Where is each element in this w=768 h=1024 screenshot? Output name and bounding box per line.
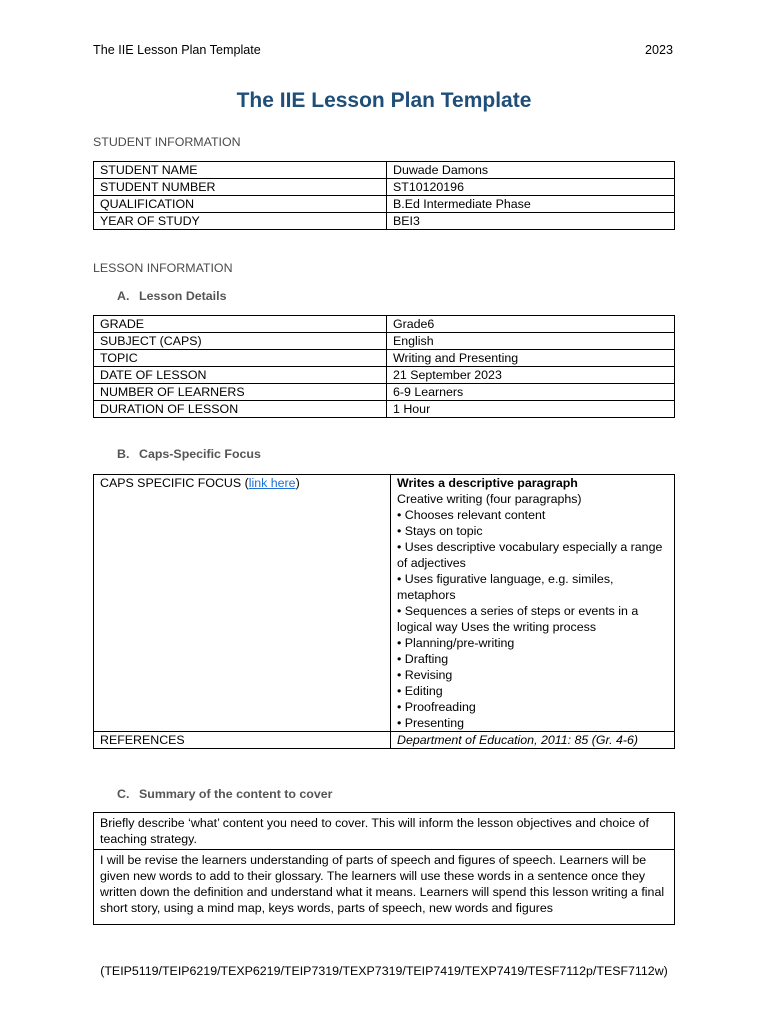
student-info-table bbox=[93, 161, 675, 230]
focus-line: • Presenting bbox=[397, 716, 465, 730]
caps-focus-content bbox=[391, 475, 675, 732]
duration-label: DURATION OF LESSON bbox=[94, 401, 387, 418]
student-info-heading: STUDENT INFORMATION bbox=[93, 135, 241, 149]
qualification-value: B.Ed Intermediate Phase bbox=[387, 196, 675, 213]
header-left-text: The IIE Lesson Plan Template bbox=[93, 43, 261, 57]
summary-body: I will be revise the learners understanding of parts of speech and figures of speech. Learners will be given new words to add to their glossary. The learners will use these words in a sentence once they written down the definition and understand what it means. Learners will spend this lesson writing a final short story, using a mind map, keys words, parts of speech, new words and figures bbox=[100, 853, 665, 915]
student-number-value: ST10120196 bbox=[387, 179, 675, 196]
topic-label: TOPIC bbox=[94, 350, 387, 367]
lesson-details-number: A. bbox=[117, 289, 130, 303]
lesson-info-heading: LESSON INFORMATION bbox=[93, 261, 233, 275]
grade-label: GRADE bbox=[94, 316, 387, 333]
lesson-details-table bbox=[93, 315, 675, 418]
caps-focus-cell bbox=[94, 475, 391, 732]
caps-focus-prefix: CAPS SPECIFIC FOCUS ( bbox=[100, 476, 249, 490]
table-row bbox=[94, 213, 675, 230]
summary-table bbox=[93, 812, 675, 925]
caps-link[interactable]: link here bbox=[248, 476, 296, 490]
caps-focus-table bbox=[93, 474, 675, 749]
table-row bbox=[94, 196, 675, 213]
summary-subheading bbox=[117, 787, 332, 801]
subject-label: SUBJECT (CAPS) bbox=[94, 333, 387, 350]
focus-line: • Uses descriptive vocabulary especially a range of adjectives bbox=[397, 540, 663, 570]
focus-title: Writes a descriptive paragraph bbox=[397, 476, 578, 490]
table-row bbox=[94, 401, 675, 418]
qualification-label: QUALIFICATION bbox=[94, 196, 387, 213]
table-row bbox=[94, 813, 675, 850]
learners-label: NUMBER OF LEARNERS bbox=[94, 384, 387, 401]
duration-value: 1 Hour bbox=[387, 401, 675, 418]
lesson-details-label: Lesson Details bbox=[139, 289, 227, 303]
year-of-study-label: YEAR OF STUDY bbox=[94, 213, 387, 230]
lesson-details-subheading bbox=[117, 289, 226, 303]
student-name-value: Duwade Damons bbox=[387, 162, 675, 179]
topic-value: Writing and Presenting bbox=[387, 350, 675, 367]
focus-line: • Uses figurative language, e.g. similes, metaphors bbox=[397, 572, 614, 602]
date-value: 21 September 2023 bbox=[387, 367, 675, 384]
student-number-label: STUDENT NUMBER bbox=[94, 179, 387, 196]
references-value bbox=[391, 732, 675, 749]
summary-prompt: Briefly describe ‘what’ content you need to cover. This will inform the lesson objectives and choice of teaching strategy. bbox=[94, 813, 675, 850]
table-row bbox=[94, 179, 675, 196]
focus-line: • Drafting bbox=[397, 652, 449, 666]
summary-label: Summary of the content to cover bbox=[139, 787, 333, 801]
caps-focus-label: Caps-Specific Focus bbox=[139, 447, 261, 461]
focus-line: • Stays on topic bbox=[397, 524, 483, 538]
student-name-label: STUDENT NAME bbox=[94, 162, 387, 179]
table-row bbox=[94, 333, 675, 350]
references-label: REFERENCES bbox=[94, 732, 391, 749]
table-row bbox=[94, 732, 675, 749]
focus-line: • Sequences a series of steps or events in a logical way Uses the writing process bbox=[397, 604, 639, 634]
footer-codes: (TEIP5119/TEIP6219/TEXP6219/TEIP7319/TEXP7319/TEIP7419/TEXP7419/TESF7112p/TESF7112w) bbox=[100, 964, 668, 978]
focus-line: Creative writing (four paragraphs) bbox=[397, 492, 582, 506]
table-row bbox=[94, 350, 675, 367]
summary-number: C. bbox=[117, 787, 130, 801]
caps-focus-suffix: ) bbox=[295, 476, 300, 490]
year-of-study-value: BEI3 bbox=[387, 213, 675, 230]
table-row bbox=[94, 316, 675, 333]
header-year: 2023 bbox=[645, 43, 674, 57]
subject-value: English bbox=[387, 333, 675, 350]
caps-focus-subheading bbox=[117, 447, 261, 461]
table-row bbox=[94, 162, 675, 179]
caps-focus-number: B. bbox=[117, 447, 130, 461]
focus-line: • Chooses relevant content bbox=[397, 508, 546, 522]
focus-line: • Editing bbox=[397, 684, 443, 698]
learners-value: 6-9 Learners bbox=[387, 384, 675, 401]
table-row bbox=[94, 475, 675, 732]
table-row bbox=[94, 367, 675, 384]
summary-body-cell bbox=[94, 850, 675, 925]
references-text: Department of Education, 2011: 85 (Gr. 4-6) bbox=[397, 733, 639, 747]
focus-line: • Planning/pre-writing bbox=[397, 636, 515, 650]
focus-line: • Proofreading bbox=[397, 700, 476, 714]
grade-value: Grade6 bbox=[387, 316, 675, 333]
focus-line: • Revising bbox=[397, 668, 453, 682]
table-row bbox=[94, 850, 675, 925]
date-label: DATE OF LESSON bbox=[94, 367, 387, 384]
table-row bbox=[94, 384, 675, 401]
page-title: The IIE Lesson Plan Template bbox=[236, 89, 532, 112]
